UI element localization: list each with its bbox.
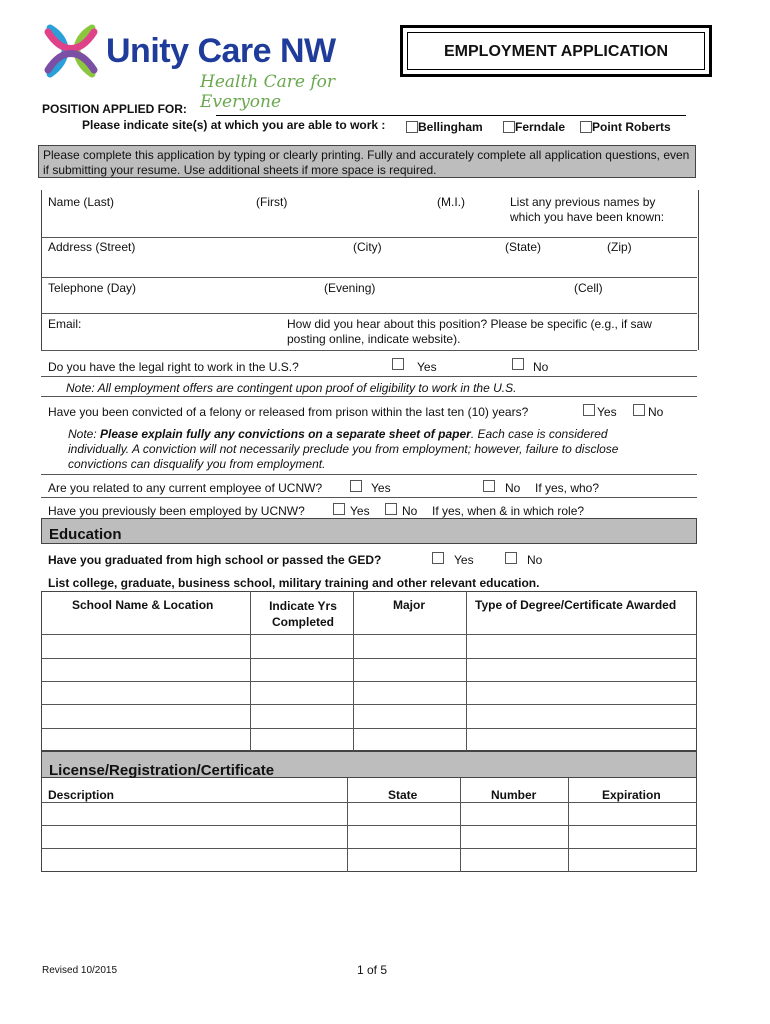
- previous-when-label[interactable]: If yes, when & in which role?: [432, 504, 585, 518]
- felony-yes-checkbox[interactable]: [583, 404, 595, 416]
- address-state-label[interactable]: (State): [505, 240, 542, 254]
- name-first-label[interactable]: (First): [256, 195, 288, 209]
- graduated-no-label: No: [527, 553, 543, 567]
- previous-names-label[interactable]: List any previous names by which you have been known:: [510, 195, 665, 224]
- lic-col-description: Description: [48, 788, 115, 802]
- related-question: Are you related to any current employee of UCNW?: [48, 481, 323, 495]
- edu-col-major: Major: [393, 598, 426, 612]
- related-no-checkbox[interactable]: [483, 480, 495, 492]
- telephone-cell-label[interactable]: (Cell): [574, 281, 603, 295]
- site-option-ferndale[interactable]: Ferndale: [503, 118, 565, 136]
- previous-yes-checkbox[interactable]: [333, 503, 345, 515]
- site-option-point-roberts[interactable]: Point Roberts: [580, 118, 671, 136]
- felony-no-checkbox[interactable]: [633, 404, 645, 416]
- lic-col-expiration: Expiration: [602, 788, 661, 802]
- address-city-label[interactable]: (City): [353, 240, 382, 254]
- legal-no-checkbox[interactable]: [512, 358, 524, 370]
- previous-yes-label: Yes: [350, 504, 370, 518]
- position-underline[interactable]: [216, 115, 686, 116]
- telephone-evening-label[interactable]: (Evening): [324, 281, 376, 295]
- graduated-yes-label: Yes: [454, 553, 474, 567]
- edu-col-school: School Name & Location: [72, 598, 214, 612]
- logo-brand: Unity Care NW: [106, 32, 336, 70]
- legal-note: Note: All employment offers are contingent upon proof of eligibility to work in the U.S.: [66, 381, 517, 395]
- logo-mark-icon: [40, 20, 102, 82]
- name-last-label[interactable]: Name (Last): [48, 195, 115, 209]
- related-yes-checkbox[interactable]: [350, 480, 362, 492]
- logo-tagline: Health Care for Everyone: [200, 72, 336, 112]
- previous-no-label: No: [402, 504, 418, 518]
- felony-yes-label: Yes: [597, 405, 617, 419]
- license-heading: License/Registration/Certificate: [41, 751, 697, 778]
- email-label[interactable]: Email:: [48, 317, 82, 331]
- legal-no-label: No: [533, 360, 549, 374]
- hear-about-label[interactable]: How did you hear about this position? Please be specific (e.g., if saw posting online, indicate website).: [287, 317, 652, 346]
- address-zip-label[interactable]: (Zip): [607, 240, 632, 254]
- legal-yes-checkbox[interactable]: [392, 358, 404, 370]
- position-label: POSITION APPLIED FOR:: [42, 102, 187, 116]
- graduated-question: Have you graduated from high school or passed the GED?: [48, 553, 382, 567]
- previous-employment-question: Have you previously been employed by UCNW?: [48, 504, 305, 518]
- instructions-banner: Please complete this application by typing or clearly printing. Fully and accurately complete all application questions, even if submitting your resume. Use additional sheets if more space is required.: [38, 145, 696, 178]
- felony-question: Have you been convicted of a felony or released from prison within the last ten (10) years?: [48, 405, 529, 419]
- revised-date: Revised 10/2015: [42, 965, 118, 976]
- checkbox[interactable]: [580, 121, 592, 133]
- related-who-label[interactable]: If yes, who?: [535, 481, 600, 495]
- education-list-prompt: List college, graduate, business school, military training and other relevant education.: [48, 576, 540, 590]
- education-table: [41, 591, 697, 751]
- graduated-no-checkbox[interactable]: [505, 552, 517, 564]
- page-number: 1 of 5: [357, 963, 388, 977]
- sites-prompt: Please indicate site(s) at which you are able to work :: [82, 118, 386, 132]
- page-title: EMPLOYMENT APPLICATION: [407, 32, 705, 70]
- related-yes-label: Yes: [371, 481, 391, 495]
- related-no-label: No: [505, 481, 521, 495]
- edu-col-years: Indicate Yrs Completed: [269, 599, 337, 629]
- lic-col-state: State: [388, 788, 418, 802]
- felony-note: Note: Please explain fully any convictions on a separate sheet of paper. Each case is considered individually. A conviction will not necessarily preclude you from employment; however, failure to disclose convictions can disqualify you from employment.: [68, 427, 619, 471]
- checkbox[interactable]: [503, 121, 515, 133]
- title-box: [400, 25, 712, 77]
- site-option-bellingham[interactable]: Bellingham: [406, 118, 483, 136]
- name-mi-label[interactable]: (M.I.): [437, 195, 465, 209]
- lic-col-number: Number: [491, 788, 537, 802]
- checkbox[interactable]: [406, 121, 418, 133]
- legal-right-question: Do you have the legal right to work in the U.S.?: [48, 360, 299, 374]
- felony-no-label: No: [648, 405, 664, 419]
- education-heading: Education: [41, 518, 697, 544]
- edu-col-degree: Type of Degree/Certificate Awarded: [475, 598, 677, 612]
- graduated-yes-checkbox[interactable]: [432, 552, 444, 564]
- telephone-day-label[interactable]: Telephone (Day): [48, 281, 137, 295]
- legal-yes-label: Yes: [417, 360, 437, 374]
- previous-no-checkbox[interactable]: [385, 503, 397, 515]
- address-street-label[interactable]: Address (Street): [48, 240, 136, 254]
